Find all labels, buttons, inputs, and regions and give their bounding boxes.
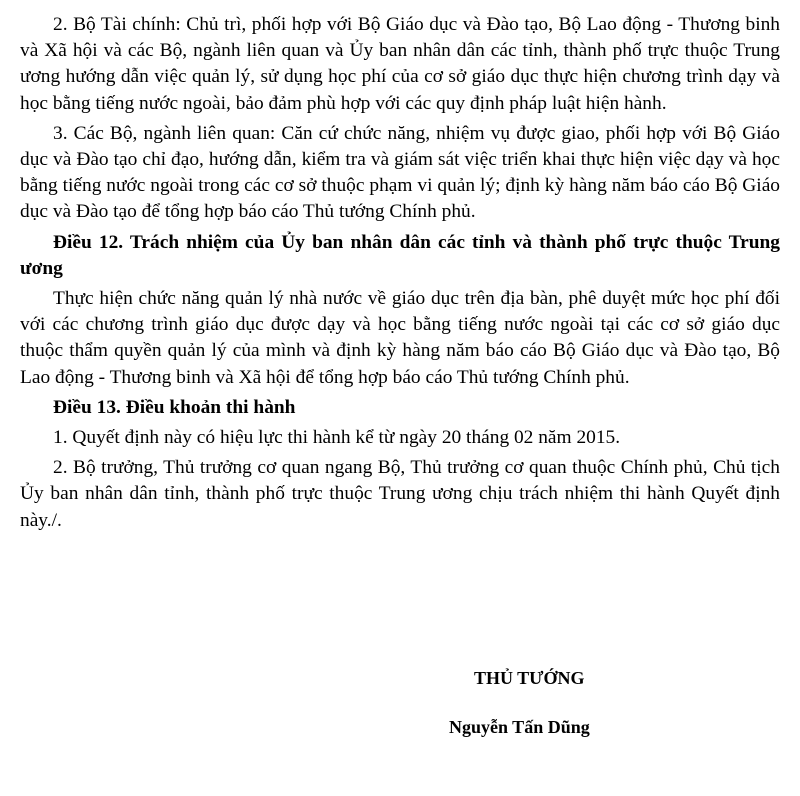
document-body: [20, 12, 780, 538]
paragraph-ministry-of-finance: 2. Bộ Tài chính: Chủ trì, phối hợp với Bộ Giáo dục và Đào tạo, Bộ Lao động - Thương binh và Xã hội và các Bộ, ngành liên quan và Ủy ban nhân dân các tỉnh, thành phố trực thuộc Trung ương hướng dẫn việc quản lý, sử dụng học phí của cơ sở giáo dục thực hiện chương trình dạy và học bằng tiếng nước ngoài, bảo đảm phù hợp với các quy định pháp luật hiện hành.: [20, 14, 780, 114]
paragraph-responsibility: 2. Bộ trưởng, Thủ trưởng cơ quan ngang Bộ, Thủ trưởng cơ quan thuộc Chính phủ, Chủ tịch Ủy ban nhân dân tỉnh, thành phố trực thuộc Trung ương chịu trách nhiệm thi hành Quyết định này./.: [20, 457, 780, 531]
article-12-heading: Điều 12. Trách nhiệm của Ủy ban nhân dân các tỉnh và thành phố trực thuộc Trung ương: [20, 231, 780, 279]
paragraph-related-ministries: 3. Các Bộ, ngành liên quan: Căn cứ chức năng, nhiệm vụ được giao, phối hợp với Bộ Giáo dục và Đào tạo chỉ đạo, hướng dẫn, kiểm tra và giám sát việc triển khai thực hiện việc dạy và học bằng tiếng nước ngoài trong các cơ sở thuộc phạm vi quản lý; định kỳ hàng năm báo cáo Bộ Giáo dục và Đào tạo để tổng hợp báo cáo Thủ tướng Chính phủ.: [20, 122, 780, 223]
signature-title: THỦ TƯỚNG: [474, 668, 585, 688]
paragraph-article-12: Thực hiện chức năng quản lý nhà nước về giáo dục trên địa bàn, phê duyệt mức học phí đối với các chương trình giáo dục được dạy và học bằng tiếng nước ngoài tại các cơ sở giáo dục thuộc thẩm quyền quản lý của mình và định kỳ hàng năm báo cáo Bộ Giáo dục và Đào tạo, Bộ Lao động - Thương binh và Xã hội để tổng hợp báo cáo Thủ tướng Chính phủ.: [20, 288, 780, 388]
article-13-heading: Điều 13. Điều khoản thi hành: [53, 396, 296, 418]
paragraph-effective-date: 1. Quyết định này có hiệu lực thi hành kể từ ngày 20 tháng 02 năm 2015.: [53, 427, 621, 449]
signature-name: Nguyễn Tấn Dũng: [449, 717, 590, 737]
